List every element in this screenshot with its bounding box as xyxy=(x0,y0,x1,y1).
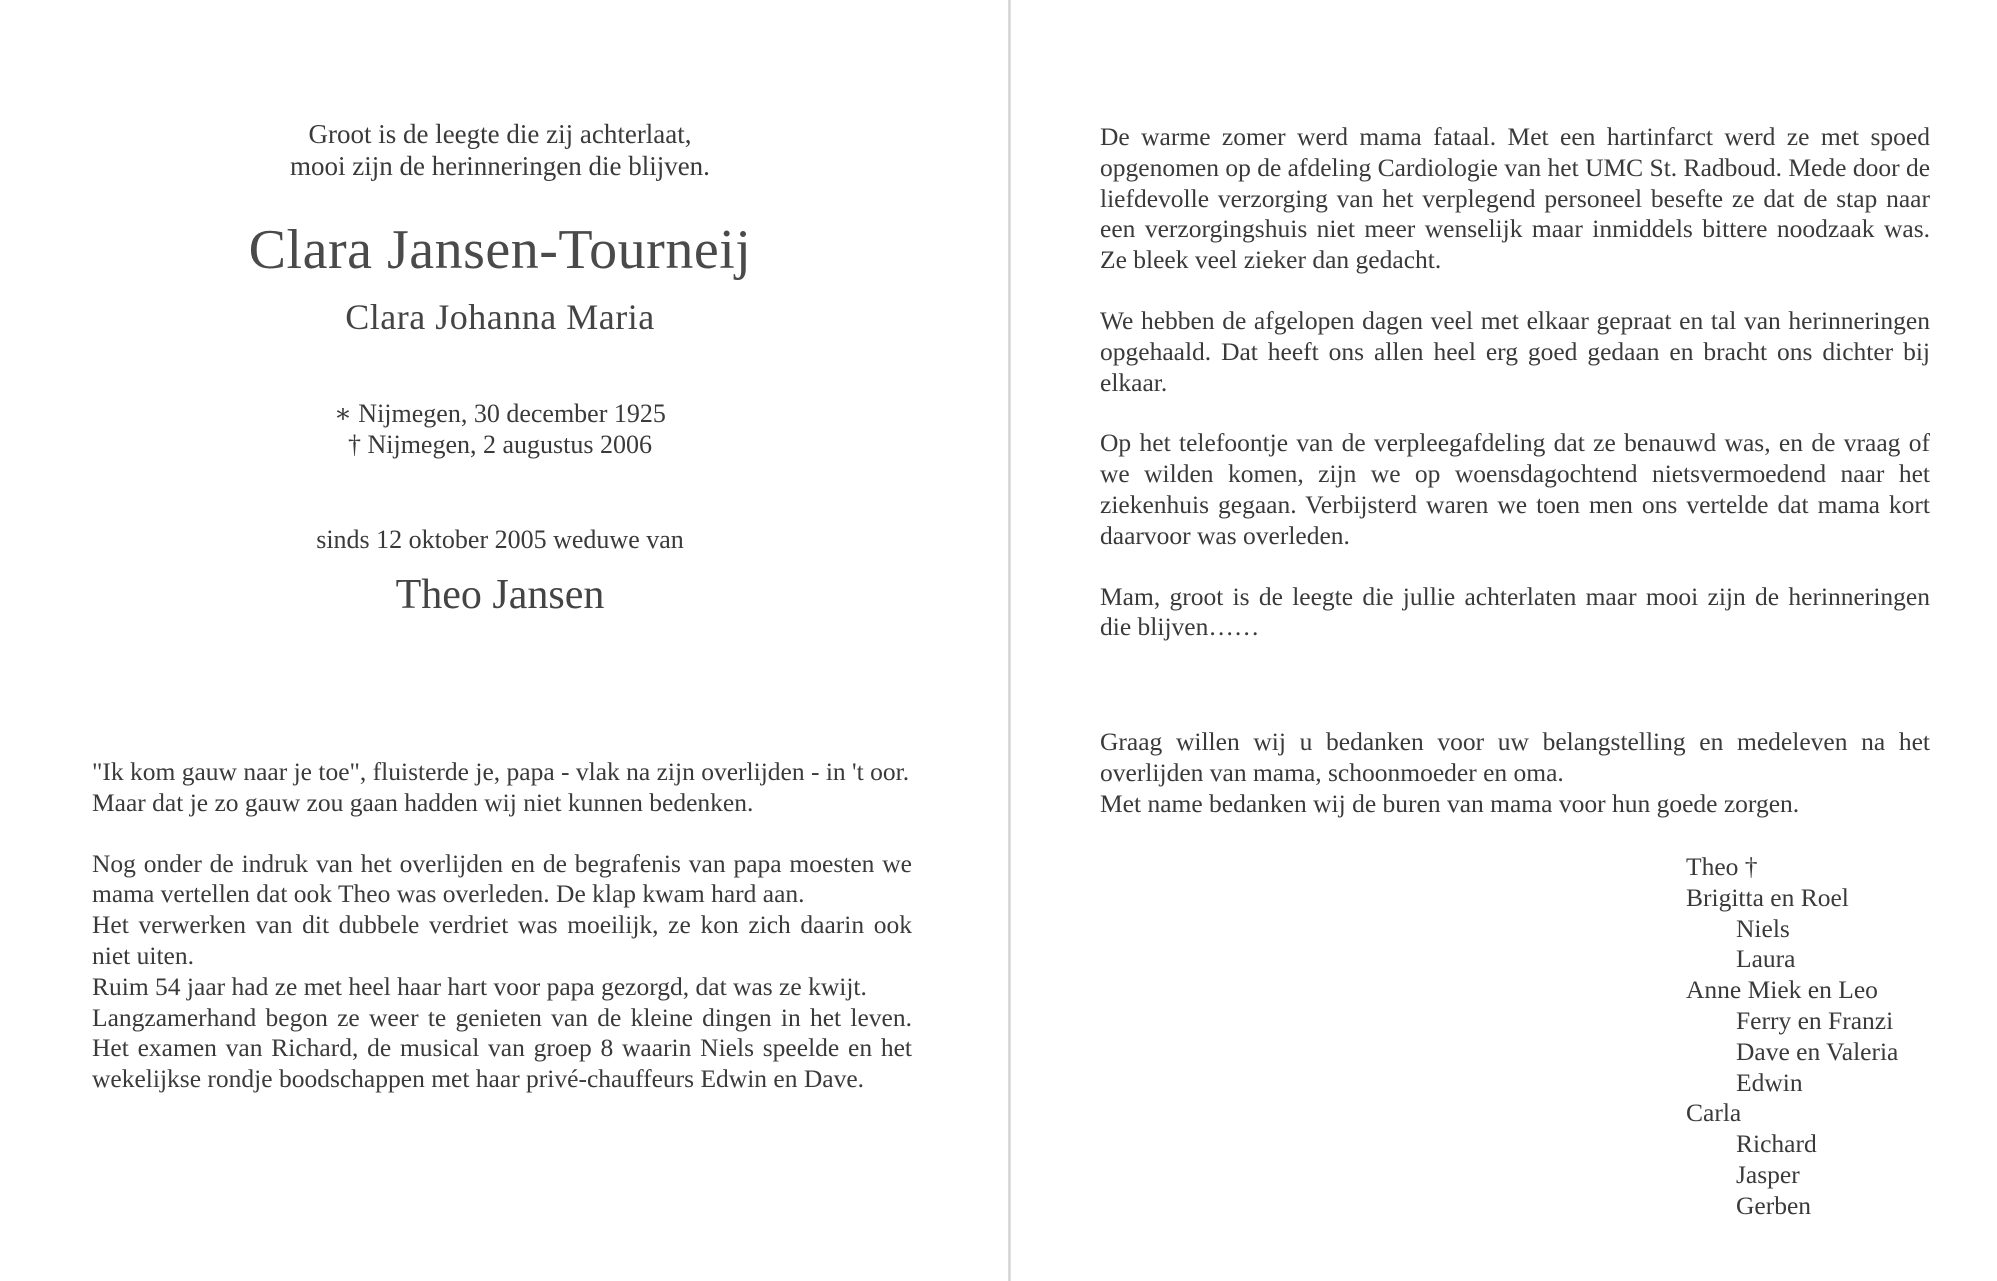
family-member: Laura xyxy=(1736,944,1796,974)
sentence: Langzamerhand begon ze weer te genieten van de kleine dingen in het leven. Het examen van Richard, de musical van groep 8 waarin Niels speelde en het wekelijkse rondje boodschappen met haar privé-chauffeurs Edwin en Dave. xyxy=(92,1002,912,1094)
paragraph: Op het telefoontje van de verpleegafdeling dat ze benauwd was, en de vraag of we wilden komen, zijn we op woensdagochtend nietsvermoedend naar het ziekenhuis gegaan. Verbijsterd waren we toen men ons vertelde dat mama kort daarvoor was overleden. xyxy=(1100,428,1930,550)
right-body-text xyxy=(1100,122,1930,673)
paragraph: We hebben de afgelopen dagen veel met elkaar gepraat en tal van herinneringen opgehaald. Dat heeft ons allen heel erg goed gedaan en bracht ons dichter bij elkaar. xyxy=(1100,305,1930,397)
thanks-sentence: Graag willen wij u bedanken voor uw belangstelling en medeleven na het overlijden van mama, schoonmoeder en oma. xyxy=(1100,727,1930,787)
full-name: Clara Johanna Maria xyxy=(345,297,655,337)
family-member: Gerben xyxy=(1736,1190,1812,1220)
deceased-name: Clara Jansen-Tourneij xyxy=(248,219,752,281)
spouse-name: Theo Jansen xyxy=(395,572,605,618)
family-member: Jasper xyxy=(1736,1159,1800,1189)
widow-line: sinds 12 oktober 2005 weduwe van xyxy=(316,525,684,554)
family-member: Carla xyxy=(1686,1098,1742,1128)
family-member: Richard xyxy=(1736,1129,1817,1159)
paragraph: Mam, groot is de leegte die jullie achterlaten maar mooi zijn de herinneringen die blijven…… xyxy=(1100,581,1930,642)
birth-date: ∗ Nijmegen, 30 december 1925 xyxy=(334,399,666,428)
family-member: Ferry en Franzi xyxy=(1736,1005,1894,1035)
motto xyxy=(150,118,850,182)
sentence: "Ik kom gauw naar je toe", fluisterde je, papa - vlak na zijn overlijden - in 't oor. xyxy=(92,757,910,786)
life-dates xyxy=(150,398,850,460)
thanks-text xyxy=(1100,727,1930,819)
family-list xyxy=(1686,852,1898,1222)
sentence: Nog onder de indruk van het overlijden en de begrafenis van papa moesten we mama vertellen dat ook Theo was overleden. De klap kwam hard aan. xyxy=(92,848,912,909)
family-member: Edwin xyxy=(1736,1067,1803,1097)
sentence: Maar dat je zo gauw zou gaan hadden wij niet kunnen bedenken. xyxy=(92,787,754,817)
paragraph xyxy=(92,757,912,819)
motto-line: Groot is de leegte die zij achterlaat, xyxy=(308,119,692,149)
paragraph xyxy=(92,849,912,1095)
sentence: Ruim 54 jaar had ze met heel haar hart voor papa gezorgd, dat was ze kwijt. xyxy=(92,971,867,1001)
family-member: Anne Miek en Leo xyxy=(1686,975,1878,1005)
paragraph: De warme zomer werd mama fataal. Met een hartinfarct werd ze met spoed opgenomen op de afdeling Cardiologie van het UMC St. Radboud. Mede door de liefdevolle verzorging van het verplegend personeel besefte ze dat de stap naar een verzorgingshuis niet meer wenselijk maar inmiddels bittere noodzaak was. Ze bleek veel zieker dan gedacht. xyxy=(1100,122,1931,275)
motto-line: mooi zijn de herinneringen die blijven. xyxy=(290,151,710,181)
family-member: Niels xyxy=(1736,913,1790,943)
left-body-text xyxy=(92,757,912,1095)
family-member: Theo † xyxy=(1686,852,1758,881)
family-member: Dave en Valeria xyxy=(1736,1036,1899,1066)
family-member: Brigitta en Roel xyxy=(1686,882,1849,912)
sentence: Het verwerken van dit dubbele verdriet was moeilijk, ze kon zich daarin ook niet uiten. xyxy=(92,910,912,970)
thanks-sentence: Met name bedanken wij de buren van mama voor hun goede zorgen. xyxy=(1100,788,1800,818)
death-date: † Nijmegen, 2 augustus 2006 xyxy=(347,430,653,459)
page-fold-divider xyxy=(1008,0,1011,1281)
